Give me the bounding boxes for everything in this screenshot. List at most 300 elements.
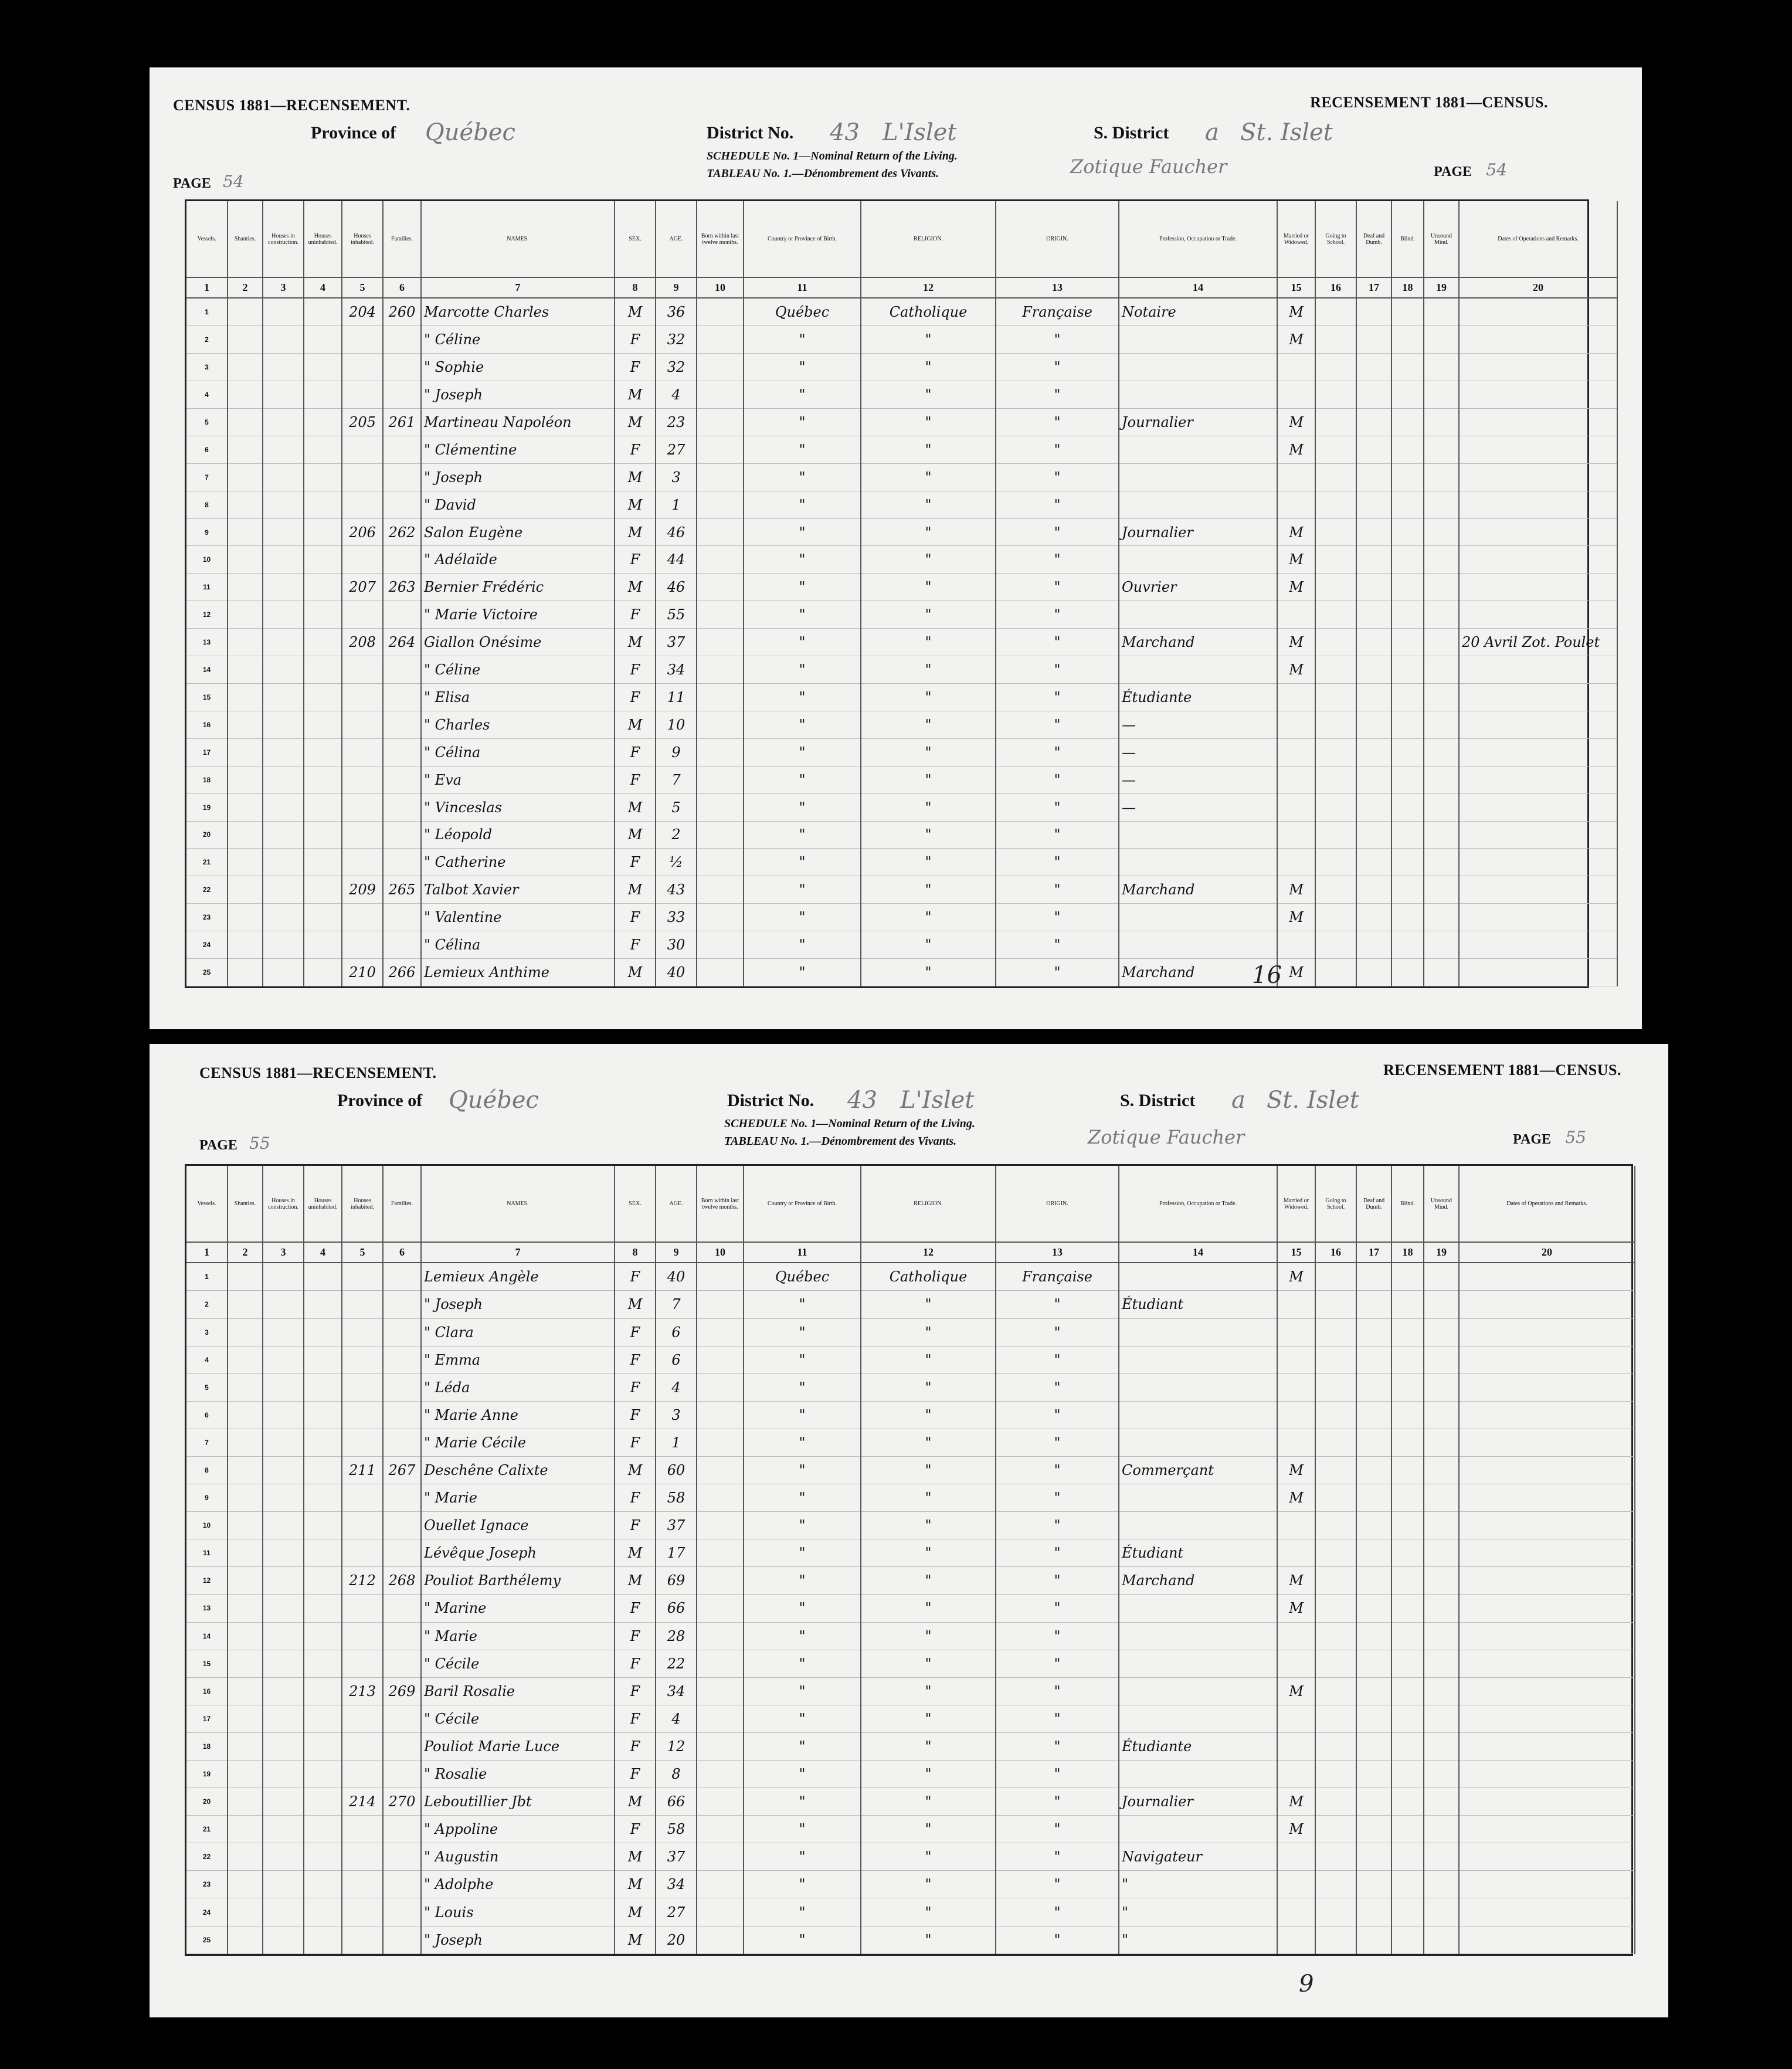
cell-deaf <box>1356 1318 1391 1346</box>
cell-remarks <box>1459 738 1617 766</box>
col-school: Going to School. <box>1315 201 1356 277</box>
cell-remarks <box>1459 959 1617 986</box>
cell-origin: " <box>996 1539 1119 1567</box>
cell-birthplace: " <box>744 821 861 849</box>
cell-married <box>1277 1401 1315 1429</box>
cell-age: 1 <box>656 491 697 518</box>
cell-age: 43 <box>656 876 697 904</box>
cell-unsound <box>1424 683 1459 711</box>
cell-profession <box>1119 601 1277 629</box>
line-number: 23 <box>186 904 228 931</box>
cell-profession <box>1119 1512 1277 1539</box>
cell-name: " Valentine <box>421 904 615 931</box>
cell-age: 34 <box>656 656 697 684</box>
cell-house-number <box>342 326 383 354</box>
cell-houses-uninhabited <box>304 711 342 738</box>
cell-profession: Journalier <box>1119 408 1277 436</box>
cell-house-number <box>342 711 383 738</box>
cell-blind <box>1391 463 1424 491</box>
cell-age: 33 <box>656 904 697 931</box>
cell-origin: " <box>996 1429 1119 1456</box>
col-num: 8 <box>615 1242 656 1263</box>
cell-houses-construction <box>263 436 304 463</box>
cell-profession <box>1119 1429 1277 1456</box>
cell-religion: " <box>861 1291 996 1318</box>
cell-remarks <box>1459 1898 1635 1926</box>
cell-married: M <box>1277 1263 1315 1291</box>
col-num: 7 <box>421 1242 615 1263</box>
cell-birthplace: " <box>744 683 861 711</box>
cell-married: M <box>1277 1484 1315 1512</box>
cell-remarks <box>1459 463 1617 491</box>
cell-school <box>1315 381 1356 409</box>
cell-age: 8 <box>656 1761 697 1788</box>
cell-age: 69 <box>656 1567 697 1595</box>
cell-houses-construction <box>263 1650 304 1677</box>
cell-profession <box>1119 1346 1277 1373</box>
cell-sex: F <box>615 849 656 876</box>
cell-unsound <box>1424 1263 1459 1291</box>
cell-born-last-year <box>697 1650 744 1677</box>
cell-houses-uninhabited <box>304 1622 342 1650</box>
cell-born-last-year <box>697 793 744 821</box>
line-number: 18 <box>186 1732 228 1760</box>
table-row <box>186 1705 1635 1732</box>
cell-shanties <box>228 574 263 601</box>
cell-family-number <box>383 821 421 849</box>
cell-age: 11 <box>656 683 697 711</box>
cell-birthplace: " <box>744 711 861 738</box>
cell-origin: " <box>996 1512 1119 1539</box>
cell-shanties <box>228 1650 263 1677</box>
census-title-right: RECENSEMENT 1881—CENSUS. <box>1383 1061 1621 1078</box>
cell-remarks <box>1459 1291 1635 1318</box>
cell-profession: Journalier <box>1119 1788 1277 1816</box>
cell-religion: " <box>861 849 996 876</box>
cell-deaf <box>1356 1926 1391 1953</box>
cell-remarks <box>1459 1567 1635 1595</box>
cell-house-number <box>342 546 383 574</box>
cell-houses-uninhabited <box>304 821 342 849</box>
cell-deaf <box>1356 463 1391 491</box>
cell-school <box>1315 766 1356 793</box>
cell-birthplace: " <box>744 1401 861 1429</box>
cell-houses-uninhabited <box>304 1346 342 1373</box>
cell-age: 9 <box>656 738 697 766</box>
cell-deaf <box>1356 354 1391 381</box>
line-number: 7 <box>186 1429 228 1456</box>
cell-unsound <box>1424 1926 1459 1953</box>
cell-sex: F <box>615 1346 656 1373</box>
cell-born-last-year <box>697 1539 744 1567</box>
cell-school <box>1315 629 1356 656</box>
cell-profession <box>1119 1677 1277 1705</box>
cell-religion: " <box>861 326 996 354</box>
cell-houses-construction <box>263 821 304 849</box>
cell-born-last-year <box>697 1456 744 1484</box>
cell-school <box>1315 1732 1356 1760</box>
cell-houses-construction <box>263 518 304 546</box>
line-number: 20 <box>186 821 228 849</box>
col-age: AGE. <box>656 1166 697 1242</box>
cell-school <box>1315 1429 1356 1456</box>
cell-deaf <box>1356 766 1391 793</box>
cell-school <box>1315 959 1356 986</box>
cell-sex: F <box>615 1677 656 1705</box>
cell-remarks <box>1459 1429 1635 1456</box>
cell-houses-uninhabited <box>304 1373 342 1401</box>
cell-sex: M <box>615 1898 656 1926</box>
cell-age: 23 <box>656 408 697 436</box>
cell-shanties <box>228 1263 263 1291</box>
cell-houses-construction <box>263 463 304 491</box>
cell-married: M <box>1277 1816 1315 1843</box>
cell-deaf <box>1356 1539 1391 1567</box>
cell-sex: F <box>615 546 656 574</box>
cell-origin: " <box>996 354 1119 381</box>
table-row <box>186 959 1617 986</box>
col-num: 2 <box>228 1242 263 1263</box>
cell-family-number <box>383 1346 421 1373</box>
cell-name: Marcotte Charles <box>421 298 615 326</box>
cell-houses-uninhabited <box>304 1732 342 1760</box>
cell-married <box>1277 849 1315 876</box>
cell-age: 36 <box>656 298 697 326</box>
cell-blind <box>1391 1291 1424 1318</box>
cell-age: ½ <box>656 849 697 876</box>
cell-houses-uninhabited <box>304 1871 342 1898</box>
table-row <box>186 1318 1635 1346</box>
cell-born-last-year <box>697 436 744 463</box>
cell-married: M <box>1277 436 1315 463</box>
cell-sex: F <box>615 1429 656 1456</box>
cell-religion: " <box>861 904 996 931</box>
cell-birthplace: " <box>744 546 861 574</box>
cell-origin: " <box>996 1926 1119 1953</box>
cell-blind <box>1391 408 1424 436</box>
cell-family-number: 262 <box>383 518 421 546</box>
cell-profession <box>1119 354 1277 381</box>
cell-shanties <box>228 1429 263 1456</box>
cell-married <box>1277 1761 1315 1788</box>
col-remarks: Dates of Operations and Remarks. <box>1459 1166 1635 1242</box>
cell-house-number <box>342 1595 383 1622</box>
cell-blind <box>1391 793 1424 821</box>
cell-sex: F <box>615 1512 656 1539</box>
cell-age: 55 <box>656 601 697 629</box>
cell-houses-construction <box>263 1732 304 1760</box>
col-remarks: Dates of Operations and Remarks. <box>1459 201 1617 277</box>
cell-houses-uninhabited <box>304 1539 342 1567</box>
cell-religion: " <box>861 1926 996 1953</box>
district-label: District No. <box>707 123 794 143</box>
cell-shanties <box>228 1512 263 1539</box>
col-num: 20 <box>1459 277 1617 298</box>
cell-origin: " <box>996 518 1119 546</box>
cell-married <box>1277 1650 1315 1677</box>
schedule-title: SCHEDULE No. 1—Nominal Return of the Living. <box>707 150 958 162</box>
cell-school <box>1315 436 1356 463</box>
cell-religion: Catholique <box>861 298 996 326</box>
cell-origin: " <box>996 1291 1119 1318</box>
line-number: 24 <box>186 931 228 959</box>
cell-unsound <box>1424 1732 1459 1760</box>
cell-birthplace: " <box>744 849 861 876</box>
col-num: 4 <box>304 1242 342 1263</box>
col-num: 5 <box>342 1242 383 1263</box>
cell-born-last-year <box>697 1898 744 1926</box>
cell-houses-construction <box>263 683 304 711</box>
cell-name: " Cécile <box>421 1650 615 1677</box>
table-row <box>186 683 1617 711</box>
cell-profession <box>1119 1373 1277 1401</box>
cell-houses-uninhabited <box>304 518 342 546</box>
schedule-subtitle: TABLEAU No. 1.—Dénombrement des Vivants. <box>724 1135 957 1148</box>
page-label-right: PAGE <box>1513 1132 1551 1147</box>
cell-religion: " <box>861 1539 996 1567</box>
cell-name: Bernier Frédéric <box>421 574 615 601</box>
col-num: 1 <box>186 277 228 298</box>
line-number: 12 <box>186 1567 228 1595</box>
cell-deaf <box>1356 1816 1391 1843</box>
cell-name: " Louis <box>421 1898 615 1926</box>
cell-family-number <box>383 1291 421 1318</box>
col-num: 2 <box>228 277 263 298</box>
col-num: 15 <box>1277 277 1315 298</box>
cell-house-number <box>342 491 383 518</box>
cell-birthplace: " <box>744 354 861 381</box>
cell-age: 44 <box>656 546 697 574</box>
cell-age: 66 <box>656 1595 697 1622</box>
cell-shanties <box>228 1761 263 1788</box>
table-row <box>186 1816 1635 1843</box>
cell-blind <box>1391 821 1424 849</box>
cell-name: " Emma <box>421 1346 615 1373</box>
cell-family-number: 265 <box>383 876 421 904</box>
cell-religion: " <box>861 408 996 436</box>
line-number: 12 <box>186 601 228 629</box>
cell-school <box>1315 1843 1356 1871</box>
cell-houses-uninhabited <box>304 491 342 518</box>
cell-unsound <box>1424 354 1459 381</box>
cell-blind <box>1391 1816 1424 1843</box>
cell-married: M <box>1277 1788 1315 1816</box>
cell-married: M <box>1277 904 1315 931</box>
cell-birthplace: " <box>744 1871 861 1898</box>
cell-family-number <box>383 656 421 684</box>
cell-sex: M <box>615 1843 656 1871</box>
cell-profession <box>1119 1263 1277 1291</box>
cell-shanties <box>228 959 263 986</box>
cell-sex: F <box>615 1318 656 1346</box>
cell-houses-uninhabited <box>304 766 342 793</box>
line-number: 8 <box>186 1456 228 1484</box>
cell-blind <box>1391 1456 1424 1484</box>
cell-birthplace: " <box>744 436 861 463</box>
cell-religion: " <box>861 1512 996 1539</box>
cell-houses-construction <box>263 1456 304 1484</box>
cell-married <box>1277 683 1315 711</box>
cell-married <box>1277 1898 1315 1926</box>
cell-school <box>1315 298 1356 326</box>
col-num: 18 <box>1391 1242 1424 1263</box>
cell-sex: M <box>615 711 656 738</box>
cell-shanties <box>228 408 263 436</box>
cell-born-last-year <box>697 546 744 574</box>
cell-born-last-year <box>697 1705 744 1732</box>
cell-remarks <box>1459 931 1617 959</box>
col-families: Families. <box>383 1166 421 1242</box>
cell-religion: " <box>861 711 996 738</box>
cell-sex: M <box>615 1788 656 1816</box>
cell-remarks <box>1459 904 1617 931</box>
cell-house-number <box>342 1318 383 1346</box>
cell-married <box>1277 766 1315 793</box>
table-row <box>186 298 1617 326</box>
cell-remarks <box>1459 1871 1635 1898</box>
cell-sex: M <box>615 876 656 904</box>
table-row <box>186 1898 1635 1926</box>
cell-married <box>1277 1732 1315 1760</box>
cell-name: " Léopold <box>421 821 615 849</box>
cell-born-last-year <box>697 1926 744 1953</box>
line-number: 3 <box>186 1318 228 1346</box>
cell-born-last-year <box>697 959 744 986</box>
cell-remarks <box>1459 821 1617 849</box>
cell-married <box>1277 1346 1315 1373</box>
cell-deaf <box>1356 1512 1391 1539</box>
col-num: 19 <box>1424 1242 1459 1263</box>
cell-remarks <box>1459 298 1617 326</box>
cell-shanties <box>228 491 263 518</box>
cell-unsound <box>1424 821 1459 849</box>
cell-houses-construction <box>263 849 304 876</box>
cell-houses-construction <box>263 793 304 821</box>
cell-name: " Marie Victoire <box>421 601 615 629</box>
table-row <box>186 381 1617 409</box>
cell-houses-construction <box>263 1871 304 1898</box>
cell-shanties <box>228 876 263 904</box>
cell-houses-uninhabited <box>304 1512 342 1539</box>
cell-deaf <box>1356 1761 1391 1788</box>
cell-married: M <box>1277 656 1315 684</box>
cell-houses-construction <box>263 1429 304 1456</box>
col-birthplace: Country or Province of Birth. <box>744 201 861 277</box>
cell-house-number <box>342 1898 383 1926</box>
footer-tally-mark: 9 <box>1299 1970 1314 1997</box>
line-number: 14 <box>186 656 228 684</box>
cell-age: 34 <box>656 1677 697 1705</box>
cell-religion: " <box>861 1843 996 1871</box>
cell-born-last-year <box>697 1788 744 1816</box>
cell-married <box>1277 1291 1315 1318</box>
cell-houses-uninhabited <box>304 656 342 684</box>
cell-age: 27 <box>656 436 697 463</box>
cell-blind <box>1391 683 1424 711</box>
col-num: 15 <box>1277 1242 1315 1263</box>
cell-born-last-year <box>697 904 744 931</box>
cell-remarks <box>1459 1705 1635 1732</box>
cell-blind <box>1391 1622 1424 1650</box>
cell-school <box>1315 1622 1356 1650</box>
cell-unsound <box>1424 959 1459 986</box>
cell-blind <box>1391 1318 1424 1346</box>
cell-houses-construction <box>263 766 304 793</box>
cell-family-number <box>383 1373 421 1401</box>
cell-unsound <box>1424 601 1459 629</box>
cell-married <box>1277 1926 1315 1953</box>
cell-unsound <box>1424 1898 1459 1926</box>
cell-house-number <box>342 1539 383 1567</box>
cell-religion: " <box>861 1595 996 1622</box>
col-houses-inhabited: Houses inhabited. <box>342 201 383 277</box>
district-value: 43 <box>847 1087 877 1114</box>
col-num: 11 <box>744 1242 861 1263</box>
cell-age: 6 <box>656 1346 697 1373</box>
col-profession: Profession, Occupation or Trade. <box>1119 201 1277 277</box>
line-number: 15 <box>186 1650 228 1677</box>
cell-birthplace: " <box>744 1843 861 1871</box>
cell-deaf <box>1356 876 1391 904</box>
cell-profession: " <box>1119 1871 1277 1898</box>
cell-unsound <box>1424 1429 1459 1456</box>
cell-shanties <box>228 1318 263 1346</box>
cell-family-number <box>383 1595 421 1622</box>
cell-name: Giallon Onésime <box>421 629 615 656</box>
cell-origin: " <box>996 463 1119 491</box>
cell-name: " Adélaïde <box>421 546 615 574</box>
cell-age: 1 <box>656 1429 697 1456</box>
cell-deaf <box>1356 408 1391 436</box>
cell-houses-uninhabited <box>304 326 342 354</box>
cell-sex: M <box>615 574 656 601</box>
col-names: NAMES. <box>421 201 615 277</box>
col-num: 14 <box>1119 1242 1277 1263</box>
cell-family-number <box>383 1318 421 1346</box>
cell-unsound <box>1424 326 1459 354</box>
cell-blind <box>1391 354 1424 381</box>
cell-religion: " <box>861 1373 996 1401</box>
cell-religion: " <box>861 959 996 986</box>
cell-born-last-year <box>697 1401 744 1429</box>
col-unsound: Unsound Mind. <box>1424 201 1459 277</box>
cell-born-last-year <box>697 849 744 876</box>
cell-school <box>1315 1484 1356 1512</box>
col-shanties: Shanties. <box>228 201 263 277</box>
cell-houses-uninhabited <box>304 931 342 959</box>
cell-religion: " <box>861 354 996 381</box>
cell-blind <box>1391 1346 1424 1373</box>
cell-age: 46 <box>656 574 697 601</box>
col-num: 14 <box>1119 277 1277 298</box>
cell-age: 34 <box>656 1871 697 1898</box>
cell-family-number <box>383 1512 421 1539</box>
cell-remarks <box>1459 381 1617 409</box>
col-num: 16 <box>1315 1242 1356 1263</box>
cell-remarks <box>1459 1318 1635 1346</box>
table-row <box>186 766 1617 793</box>
cell-deaf <box>1356 1429 1391 1456</box>
cell-deaf <box>1356 821 1391 849</box>
cell-age: 32 <box>656 354 697 381</box>
cell-married: M <box>1277 574 1315 601</box>
line-number: 19 <box>186 793 228 821</box>
cell-religion: " <box>861 518 996 546</box>
cell-shanties <box>228 1788 263 1816</box>
cell-name: " Marie Anne <box>421 1401 615 1429</box>
district-value: 43 <box>830 119 860 146</box>
table-row <box>186 354 1617 381</box>
